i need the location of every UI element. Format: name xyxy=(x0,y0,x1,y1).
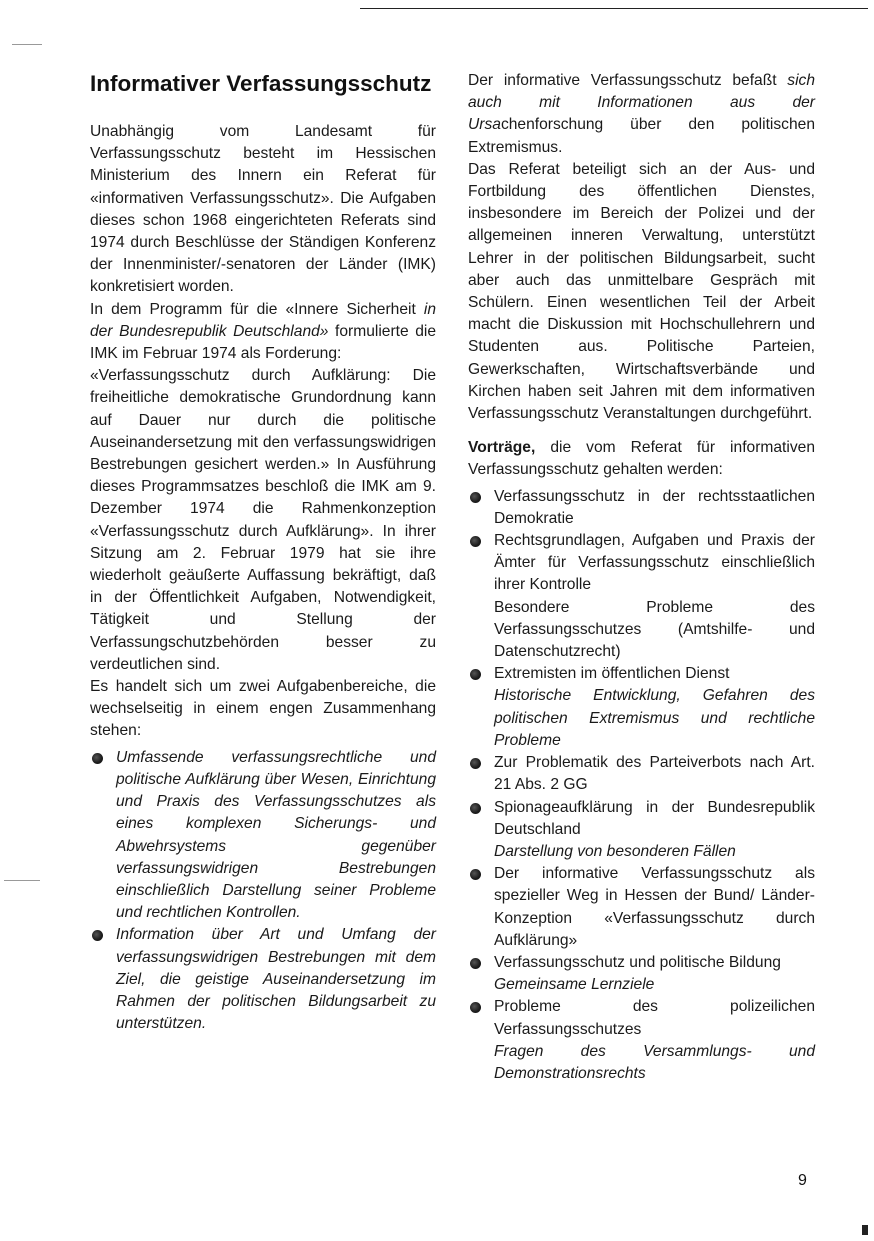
bullet-dot-icon xyxy=(470,1002,481,1013)
zwei-paragraph: Es handelt sich um zwei Aufgabenbereiche, die wechselseitig in einem engen Zusammenhang stehen: xyxy=(90,678,436,740)
research-text-c: chenforschung über den politischen Extremismus. xyxy=(468,116,815,156)
talk-subtitle: Fragen des Versammlungs- und Demonstrationsrechts xyxy=(494,1042,815,1082)
programm-paragraph xyxy=(90,299,436,366)
research-paragraph xyxy=(468,70,815,159)
page-number: 9 xyxy=(798,1172,807,1189)
list-item xyxy=(468,996,815,1085)
bullet-dot-icon xyxy=(470,958,481,969)
page-title: Informativer Verfassungsschutz xyxy=(90,71,432,96)
bullet-dot-icon xyxy=(92,930,103,941)
talk-title: Verfassungsschutz und politische Bildung xyxy=(494,953,781,971)
list-item xyxy=(468,663,815,752)
left-bullet-text: Information über Art und Umfang der verfassungswidrigen Bestrebungen mit dem Ziel, die geistige Auseinandersetzung im Rahmen der politischen Bildungsarbeit zu unterstützen. xyxy=(116,926,436,1033)
list-item xyxy=(468,530,815,663)
quote-paragraph: «Verfassungsschutz durch Aufklärung: Die freiheitliche demokratische Grundordnung kann auf Dauer nur durch die politische Auseinandersetzung mit den verfassungswidrigen Bestrebungen gesichert werden.» In Ausführung dieses Programmsatzes beschloß die IMK am 9. Dezember 1974 die Rahmenkonzeption «Verfassungsschutz durch Aufklärung». In ihrer Sitzung am 2. Februar 1979 hat sie ihre wiederholt geäußerte Auffassung bekräftigt, daß in der Öffentlichkeit Aufgaben, Notwendigkeit, Tätigkeit und Stellung der Verfassungschutzbehörden besser zu verdeutlichen sind. xyxy=(90,367,436,673)
bullet-dot-icon xyxy=(470,803,481,814)
bullet-dot-icon xyxy=(470,869,481,880)
talk-title: Verfassungsschutz in der rechtsstaatlichen Demokratie xyxy=(494,487,815,527)
top-rule xyxy=(360,8,868,9)
list-item xyxy=(468,863,815,952)
talk-title: Probleme des polizeilichen Verfassungsschutzes xyxy=(494,998,815,1038)
talk-subtitle: Darstellung von besonderen Fällen xyxy=(494,842,736,860)
vortraege-text: die vom Referat für informativen Verfassungsschutz gehalten werden: xyxy=(468,439,815,479)
talk-title: Zur Problematik des Parteiverbots nach Art. 21 Abs. 2 GG xyxy=(494,754,815,794)
list-item xyxy=(468,797,815,864)
bullet-dot-icon xyxy=(470,492,481,503)
list-item xyxy=(90,924,436,1035)
bullet-dot-icon xyxy=(470,758,481,769)
vortraege-list xyxy=(468,486,815,1085)
list-item xyxy=(468,952,815,996)
research-text-a: Der informative Verfassungsschutz befaßt xyxy=(468,72,788,89)
talk-title: Der informative Verfassungsschutz als spezieller Weg in Hessen der Bund/ Länder-Konzeption «Verfassungsschutz durch Aufklärung» xyxy=(494,865,815,949)
programm-text-a: In dem Programm für die «Innere Sicherheit xyxy=(90,300,424,318)
programm-text-c: formulierte die IMK im Februar 1974 als Forderung: xyxy=(90,322,437,363)
talk-title: Extremisten im öffentlichen Dienst xyxy=(494,665,730,683)
bullet-dot-icon xyxy=(92,753,103,764)
talk-extra: Besondere Probleme des Verfassungsschutzes (Amtshilfe- und Datenschutzrecht) xyxy=(494,598,815,661)
left-bullet-text: Umfassende verfassungsrechtliche und politische Aufklärung über Wesen, Einrichtung und Praxis des Verfassungsschutzes als eines komplexen Sicherungs- und Abwehrsystems gegenüber verfassungswidrigen Bestrebungen einschließlich Darstellung seiner Probleme und rechtlichen Kontrollen. xyxy=(116,748,436,922)
talk-subtitle: Gemeinsame Lernziele xyxy=(494,976,655,994)
list-item xyxy=(90,747,436,925)
list-item xyxy=(468,486,815,530)
research-text-b: sich auch mit Informationen aus der Ursa xyxy=(468,72,815,134)
list-item xyxy=(468,752,815,796)
right-column xyxy=(468,70,815,1085)
left-bullet-list xyxy=(90,747,436,1036)
left-column xyxy=(90,70,436,1035)
scan-speck xyxy=(4,880,40,881)
talk-subtitle: Historische Entwicklung, Gefahren des politischen Extremismus und rechtliche Probleme xyxy=(494,687,815,749)
talk-title: Rechtsgrundlagen, Aufgaben und Praxis der Ämter für Verfassungsschutz einschließlich ihrer Kontrolle xyxy=(494,532,815,594)
referat-paragraph: Das Referat beteiligt sich an der Aus- und Fortbildung des öffentlichen Dienstes, insbesondere im Bereich der Polizei und der allgemeinen inneren Verwaltung, unterstützt Lehrer in der politischen Bildungsarbeit, sucht aber auch das unmittelbare Gespräch mit Schülern. Einen wesentlichen Teil der Arbeit macht die Diskussion mit Hochschullehrern und Studenten aus. Politische Parteien, Gewerkschaften, Wirtschaftsverbände und Kirchen haben seit Jahren mit dem informativen Verfassungsschutz Veranstaltungen durchgeführt. xyxy=(468,160,815,423)
scan-corner-mark xyxy=(862,1225,868,1235)
bullet-dot-icon xyxy=(470,536,481,547)
bullet-dot-icon xyxy=(470,669,481,680)
talk-title: Spionageaufklärung in der Bundesrepublik Deutschland xyxy=(494,798,815,838)
programm-text-b: in der Bundesrepublik Deutschland» xyxy=(90,300,436,340)
vortraege-intro xyxy=(468,437,815,481)
vortraege-label: Vorträge, xyxy=(468,439,536,457)
intro-paragraph: Unabhängig vom Landesamt für Verfassungsschutz besteht im Hessischen Ministerium des Innern ein Referat für «informativen Verfassungsschutz». Die Aufgaben dieses schon 1968 eingerichteten Referats sind 1974 durch Beschlüsse der Ständigen Konferenz der Innenminister/-senatoren der Länder (IMK) konkretisiert worden. xyxy=(90,123,436,296)
scan-speck xyxy=(12,44,42,45)
